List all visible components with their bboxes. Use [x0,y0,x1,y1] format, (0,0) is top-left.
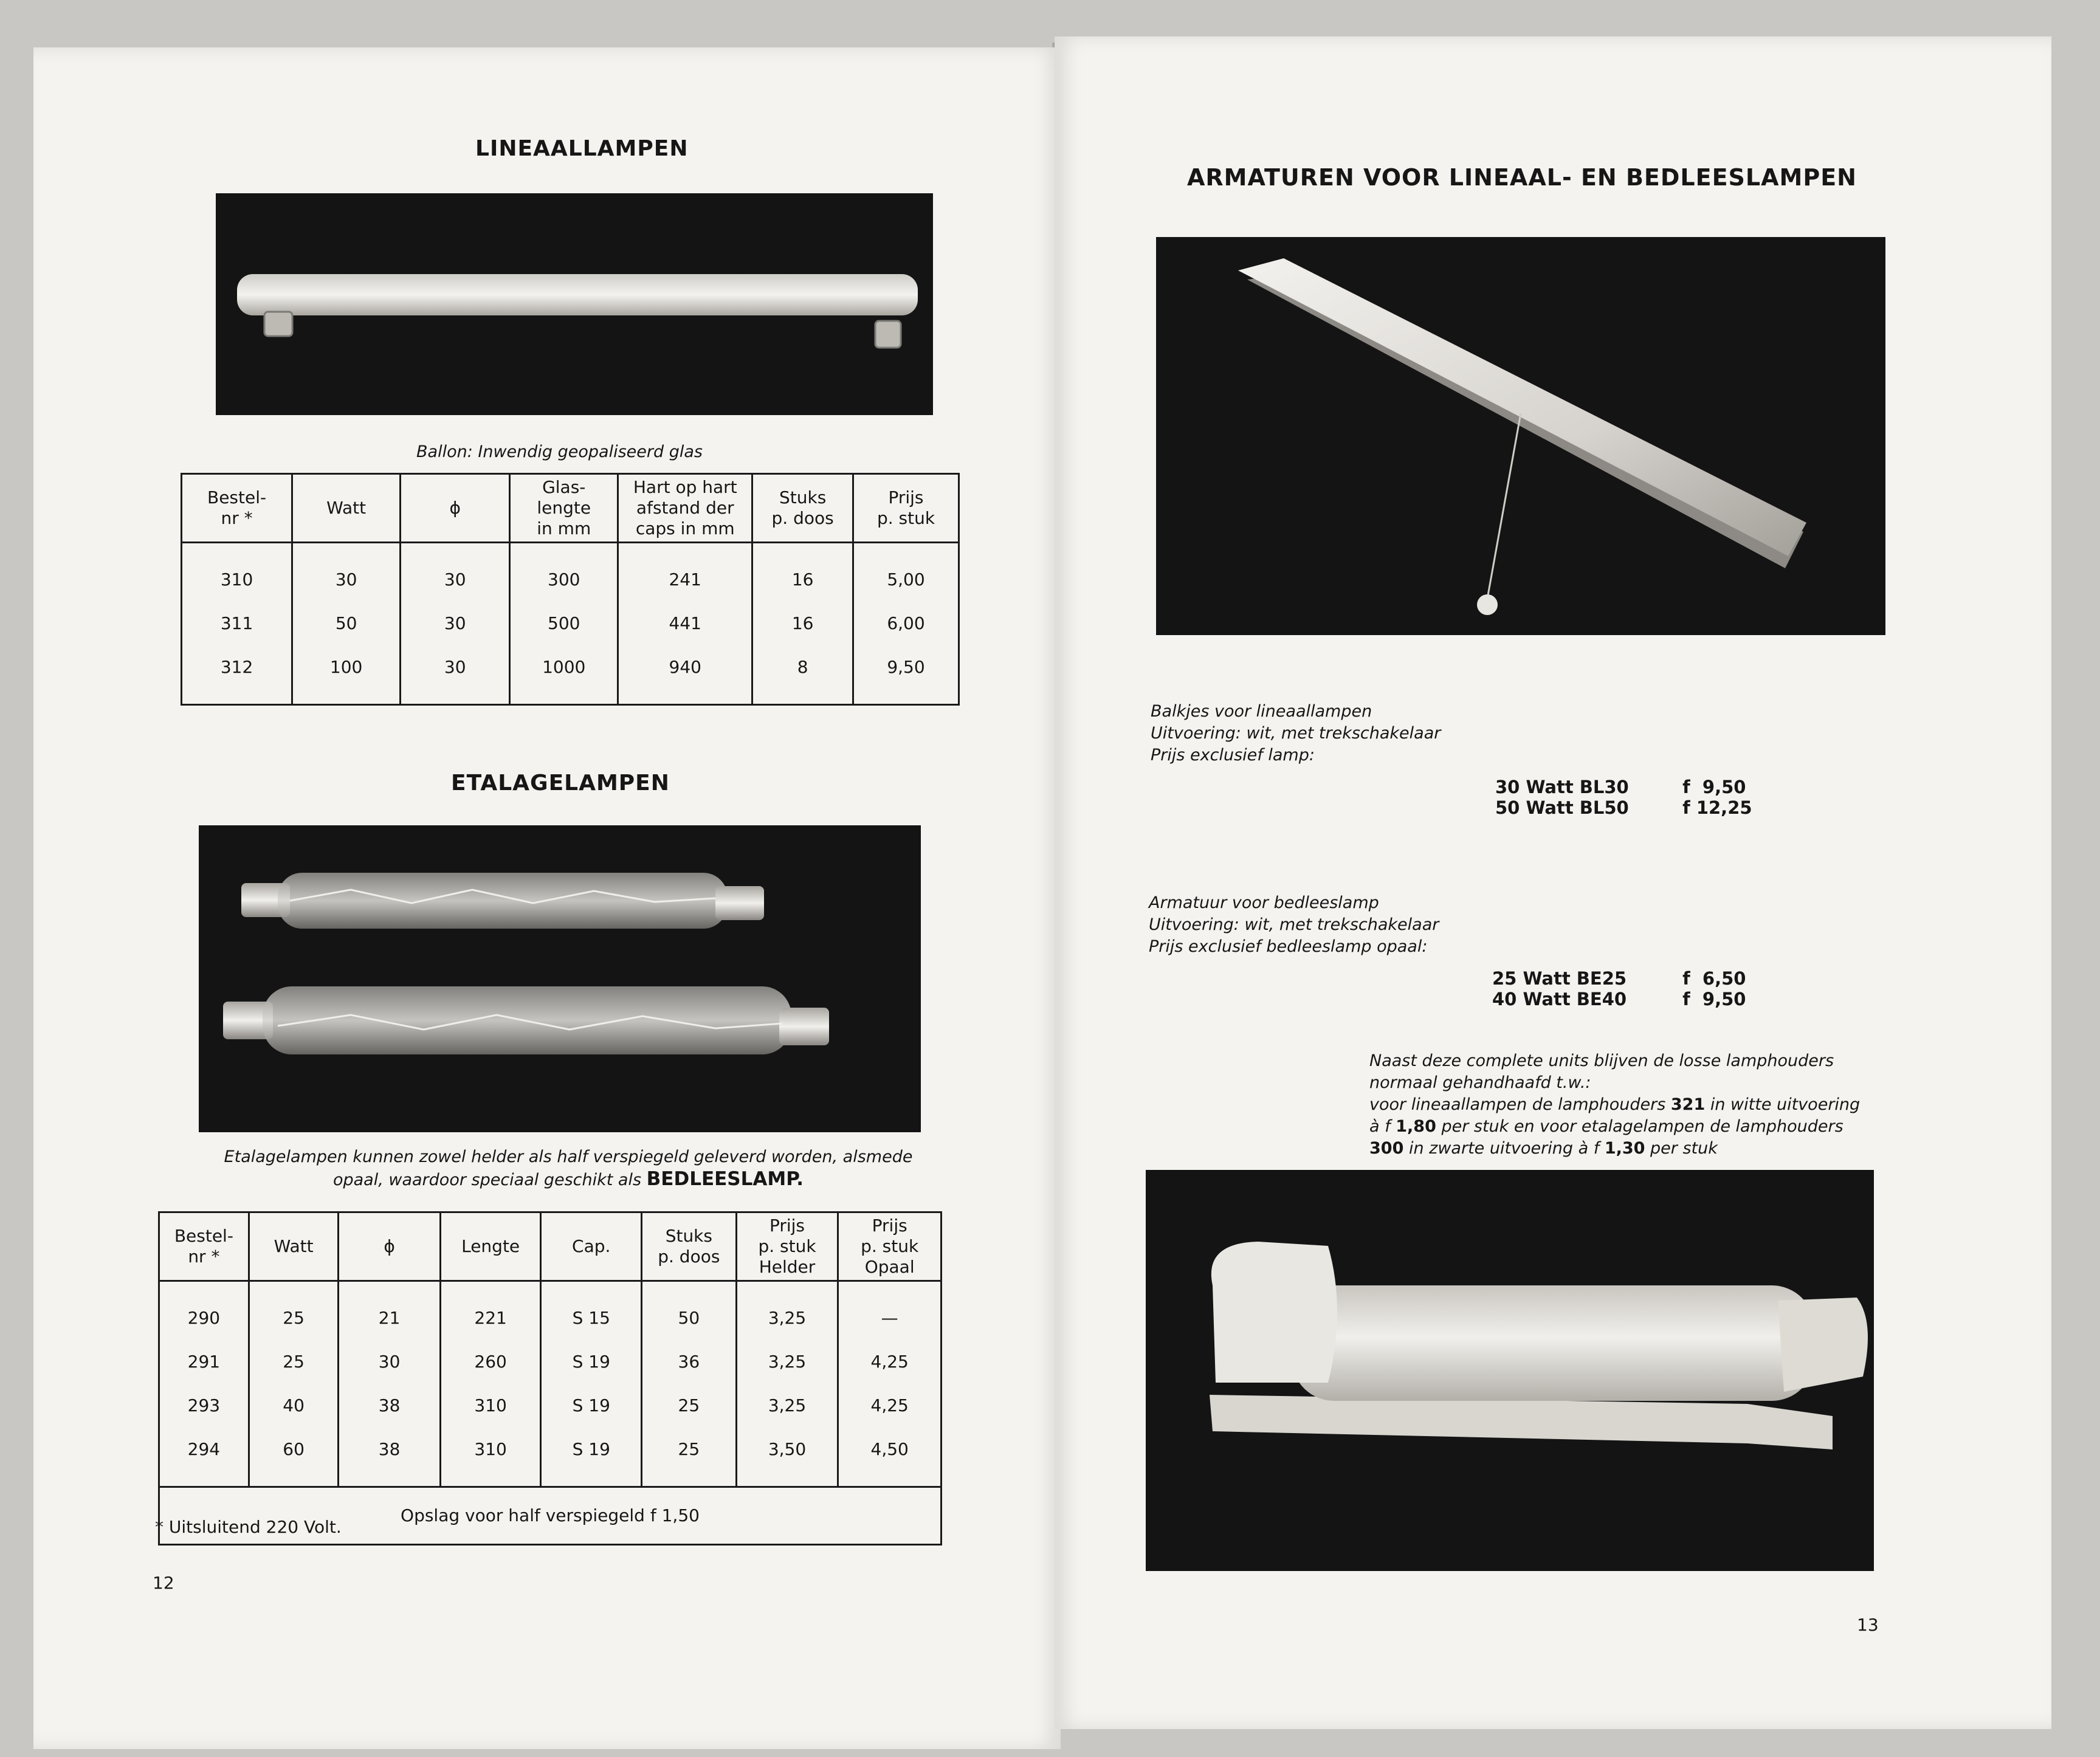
note-bold: 300 [1369,1139,1404,1158]
note-text: in witte uitvoering [1710,1095,1861,1114]
note-text: per stuk en voor etalagelampen de lamphouders [1441,1117,1844,1136]
table-lineaallampen [181,473,960,706]
price-value: f 12,25 [1682,797,1752,818]
page-number-left: 12 [153,1573,174,1593]
table-cell: 30 [401,602,510,645]
table1-header: Watt [292,474,401,543]
table2-header: Watt [249,1212,339,1281]
caption-etalage-bold: BEDLEESLAMP. [646,1168,804,1190]
armatuur-description [1149,892,1439,958]
note-text: in zwarte uitvoering à f [1408,1139,1600,1158]
table-cell: 500 [510,602,618,645]
table-cell: 30 [401,543,510,602]
table-cell: 25 [249,1340,339,1384]
table-cell: 60 [249,1428,339,1487]
note-text: per stuk [1650,1139,1718,1158]
table-row [159,1428,942,1487]
price-label: 50 Watt BL50 [1495,797,1629,818]
price-value: f 6,50 [1682,968,1746,989]
table1-header: Stuks p. doos [752,474,853,543]
table-cell: 21 [339,1281,440,1341]
table-cell: 312 [182,645,292,705]
footnote: * Uitsluitend 220 Volt. [155,1517,342,1537]
balkjes-line1: Balkjes voor lineaallampen [1151,702,1372,721]
lineaal-lamp-illustration [216,193,933,415]
table-cell: 290 [159,1281,249,1341]
heading-etalagelampen: ETALAGELAMPEN [451,771,670,796]
caption-lineaal: Ballon: Inwendig geopaliseerd glas [416,442,703,461]
table-cell: 38 [339,1384,440,1428]
table-cell: 300 [510,543,618,602]
table-etalagelampen [158,1211,942,1546]
table-cell: 291 [159,1340,249,1384]
table-cell: 3,50 [736,1428,838,1487]
balkjes-prices [1495,777,1752,818]
table-cell: 3,25 [736,1384,838,1428]
table-cell: 25 [642,1384,737,1428]
table-cell: 1000 [510,645,618,705]
left-page [33,47,1061,1749]
table-cell: 100 [292,645,401,705]
table1-header: Bestel- nr * [182,474,292,543]
table-cell: 16 [752,602,853,645]
table-row [159,1384,942,1428]
photo-lineaal-lamp [216,193,933,415]
table2-header: Prijs p. stuk Opaal [838,1212,942,1281]
balkjes-line3: Prijs exclusief lamp: [1151,746,1315,765]
table-row [182,543,959,602]
price-value: f 9,50 [1682,777,1746,797]
photo-etalage-lampen [199,825,921,1132]
table-cell: 293 [159,1384,249,1428]
price-line [1495,797,1752,818]
table-cell: 241 [618,543,752,602]
table1-header-row [182,474,959,543]
note-text: à f [1369,1117,1391,1136]
price-value: f 9,50 [1682,989,1746,1009]
armatuur-line3: Prijs exclusief bedleeslamp opaal: [1149,937,1428,956]
caption-etalage [188,1146,948,1191]
table-cell: 36 [642,1340,737,1384]
table-cell: 221 [440,1281,541,1341]
caption-etalage-line1: Etalagelampen kunnen zowel helder als half verspiegeld geleverd worden, alsmede [224,1147,913,1166]
table2-header: Prijs p. stuk Helder [736,1212,838,1281]
table-row [182,645,959,705]
table-cell: 260 [440,1340,541,1384]
table-cell: 5,00 [853,543,959,602]
balkje-illustration [1156,237,1885,635]
table-row [159,1281,942,1341]
etalage-lampen-illustration [199,825,921,1132]
note-line5 [1369,1138,1910,1160]
table-cell: 30 [292,543,401,602]
table2-header-row [159,1212,942,1281]
price-line [1492,989,1746,1009]
table-cell: 16 [752,543,853,602]
table-row [159,1340,942,1384]
price-label: 40 Watt BE40 [1492,989,1627,1009]
table1-header: Prijs p. stuk [853,474,959,543]
table2-header: Cap. [541,1212,642,1281]
table1-header: Hart op hart afstand der caps in mm [618,474,752,543]
armatuur-line1: Armatuur voor bedleeslamp [1149,893,1379,912]
table-cell: 310 [182,543,292,602]
table1-header: ϕ [401,474,510,543]
note-line3 [1369,1094,1910,1116]
table-cell: 38 [339,1428,440,1487]
table-cell: S 19 [541,1340,642,1384]
table-cell: 50 [642,1281,737,1341]
table2-footer: Opslag voor half verspiegeld f 1,50 [159,1487,942,1545]
table-cell: 50 [292,602,401,645]
page-number-right: 13 [1857,1615,1879,1635]
balkjes-description [1151,701,1441,766]
armatuur-line2: Uitvoering: wit, met trekschakelaar [1149,915,1439,934]
table-cell: 294 [159,1428,249,1487]
caption-etalage-line2-wrap [188,1168,948,1191]
table2-header: Stuks p. doos [642,1212,737,1281]
note-bold: 321 [1670,1095,1706,1114]
note-line4 [1369,1116,1910,1138]
price-label: 30 Watt BL30 [1495,777,1629,797]
note-bold: 1,80 [1396,1117,1436,1136]
heading-armaturen: ARMATUREN VOOR LINEAAL- EN BEDLEESLAMPEN [1187,164,1857,191]
lamphouders-note [1369,1050,1910,1160]
bedleeslamp-illustration [1146,1170,1874,1571]
right-page [1055,36,2051,1729]
note-bold: 1,30 [1604,1139,1645,1158]
table-cell: S 15 [541,1281,642,1341]
price-line [1495,777,1752,797]
table-cell: — [838,1281,942,1341]
note-line2: normaal gehandhaafd t.w.: [1369,1073,1591,1092]
table-cell: 4,25 [838,1340,942,1384]
table2-header: ϕ [339,1212,440,1281]
table-cell: 8 [752,645,853,705]
table-cell: 25 [642,1428,737,1487]
note-text: voor lineaallampen de lamphouders [1369,1095,1666,1114]
price-line [1492,968,1746,989]
price-label: 25 Watt BE25 [1492,968,1627,989]
table-cell: 311 [182,602,292,645]
table2-header: Lengte [440,1212,541,1281]
table1-header: Glas- lengte in mm [510,474,618,543]
balkjes-line2: Uitvoering: wit, met trekschakelaar [1151,724,1441,743]
table-cell: 40 [249,1384,339,1428]
table-cell: 441 [618,602,752,645]
table-cell: 4,50 [838,1428,942,1487]
table-cell: 310 [440,1384,541,1428]
caption-etalage-line2: opaal, waardoor speciaal geschikt als [332,1171,642,1189]
table-row [182,602,959,645]
table-cell: 30 [401,645,510,705]
table-cell: 3,25 [736,1340,838,1384]
table-cell: 310 [440,1428,541,1487]
note-line1: Naast deze complete units blijven de losse lamphouders [1369,1051,1834,1070]
table-cell: 3,25 [736,1281,838,1341]
heading-lineaallampen: LINEAALLAMPEN [475,136,689,161]
table-cell: S 19 [541,1384,642,1428]
photo-balkje-armatuur [1156,237,1885,635]
table-cell: 9,50 [853,645,959,705]
table2-header: Bestel- nr * [159,1212,249,1281]
table-cell: 25 [249,1281,339,1341]
table-cell: 30 [339,1340,440,1384]
table-cell: S 19 [541,1428,642,1487]
armatuur-prices [1492,968,1746,1009]
table-cell: 4,25 [838,1384,942,1428]
table-cell: 940 [618,645,752,705]
table-cell: 6,00 [853,602,959,645]
photo-bedleeslamp-armatuur [1146,1170,1874,1571]
